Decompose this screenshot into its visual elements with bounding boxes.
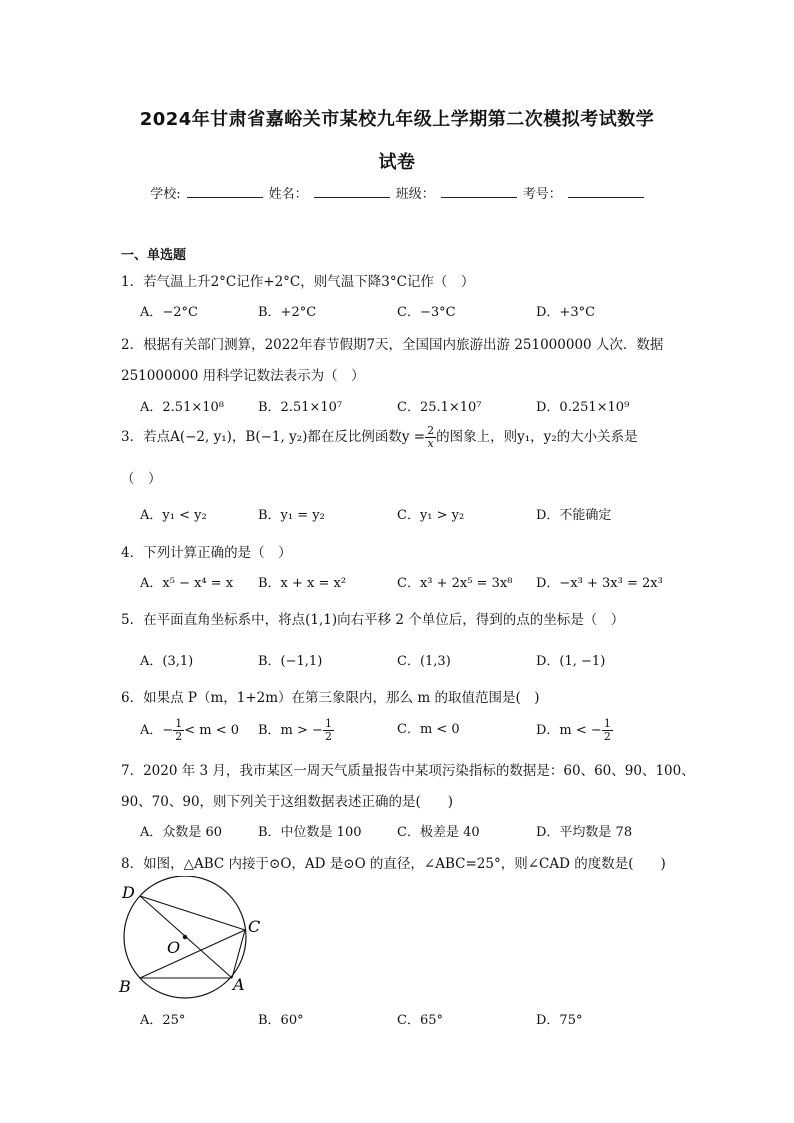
fraction-numerator: 2 xyxy=(427,424,435,437)
fraction-denominator: 2 xyxy=(603,730,611,743)
class-label: 班级： xyxy=(395,187,435,202)
option-b-prefix: B．m > − xyxy=(258,723,323,738)
fraction xyxy=(425,425,436,450)
option-c: C．(1,3) xyxy=(397,654,451,669)
fraction-denominator: x xyxy=(427,437,434,450)
option-d xyxy=(536,718,613,743)
option-b: B．60° xyxy=(258,1013,304,1028)
option-d: D．平均数是 78 xyxy=(536,825,633,840)
option-c: C．25.1×10⁷ xyxy=(397,400,482,415)
label-a: A xyxy=(233,975,245,994)
question-3-stem xyxy=(121,425,638,450)
option-c: C．极差是 40 xyxy=(397,825,480,840)
label-c: C xyxy=(248,917,261,936)
name-label: 姓名： xyxy=(268,187,308,202)
option-c: C．x³ + 2x⁵ = 3x⁸ xyxy=(397,576,513,591)
fraction-denominator: 2 xyxy=(175,730,183,743)
section-title: 一、单选题 xyxy=(121,248,187,263)
option-a-prefix: A．− xyxy=(140,723,174,738)
option-d: D．75° xyxy=(536,1013,583,1028)
label-b: B xyxy=(119,977,131,996)
question-3-stem-continued: （ ） xyxy=(121,471,162,487)
option-d: D．(1, −1) xyxy=(536,654,606,669)
option-a: A．众数是 60 xyxy=(140,825,223,840)
school-label: 学校: xyxy=(150,187,181,202)
question-5-stem: 5．在平面直角坐标系中，将点(1,1)向右平移 2 个单位后，得到的点的坐标是（ ） xyxy=(121,612,625,628)
fraction-numerator: 1 xyxy=(324,717,332,730)
segment-bc xyxy=(140,930,245,978)
option-c: C．m < 0 xyxy=(397,722,460,737)
option-a: A．25° xyxy=(140,1013,186,1028)
label-o: O xyxy=(167,938,181,957)
option-b: B．中位数是 100 xyxy=(258,825,362,840)
school-field[interactable] xyxy=(187,183,263,198)
option-d: D．0.251×10⁹ xyxy=(536,400,630,415)
question-3-stem-prefix: 3．若点A(−2, y₁)，B(−1, y₂)都在反比例函数y = xyxy=(121,429,426,445)
class-field[interactable] xyxy=(441,183,517,198)
exam-number-field[interactable] xyxy=(568,183,644,198)
option-c: C．65° xyxy=(397,1013,443,1028)
label-d: D xyxy=(122,883,135,902)
option-a: A．x⁵ − x⁴ = x xyxy=(140,576,234,591)
fraction xyxy=(323,718,334,743)
fraction xyxy=(173,718,184,743)
circle-geometry-figure xyxy=(112,876,272,1004)
fraction-numerator: 1 xyxy=(175,717,183,730)
segment-dc xyxy=(140,896,245,930)
option-c: C．−3°C xyxy=(397,305,456,320)
option-b: B．y₁ = y₂ xyxy=(258,508,325,523)
question-2-stem: 2．根据有关部门测算，2022年春节假期7天，全国国内旅游出游 251000000 人次．数据 xyxy=(121,337,664,353)
question-1-stem: 1．若气温上升2°C记作+2°C，则气温下降3°C记作（ ） xyxy=(121,274,475,290)
question-4-stem: 4．下列计算正确的是（ ） xyxy=(121,545,292,561)
question-7-stem-continued: 90、70、90，则下列关于这组数据表述正确的是( ) xyxy=(121,794,454,810)
option-a: A．−2°C xyxy=(140,305,198,320)
option-a: A．y₁ < y₂ xyxy=(140,508,207,523)
question-2-stem-continued: 251000000 用科学记数法表示为（ ） xyxy=(121,368,365,384)
option-d-prefix: D．m < − xyxy=(536,723,602,738)
page-title-continued: 试卷 xyxy=(378,152,416,173)
fraction-denominator: 2 xyxy=(324,730,332,743)
question-8-stem: 8．如图，△ABC 内接于⊙O，AD 是⊙O 的直径，∠ABC=25°，则∠CAD 的度数是( ) xyxy=(121,856,666,872)
question-3-stem-suffix: 的图象上，则y₁，y₂的大小关系是 xyxy=(436,429,638,445)
name-field[interactable] xyxy=(314,183,390,198)
question-7-stem: 7．2020 年 3 月，我市某区一周天气质量报告中某项污染指标的数据是：60、60、90、100、 xyxy=(121,763,695,779)
option-d: D．不能确定 xyxy=(536,508,612,523)
option-d: D．+3°C xyxy=(536,305,596,320)
option-b: B．(−1,1) xyxy=(258,654,323,669)
option-d: D．−x³ + 3x³ = 2x³ xyxy=(536,576,663,591)
option-a-suffix: < m < 0 xyxy=(184,723,240,738)
option-b: B．+2°C xyxy=(258,305,317,320)
option-a: A．(3,1) xyxy=(140,654,194,669)
option-a: A．2.51×10⁸ xyxy=(140,400,224,415)
page-title: 2024年甘肃省嘉峪关市某校九年级上学期第二次模拟考试数学 xyxy=(139,109,655,130)
center-point xyxy=(183,935,187,939)
option-b: B．x + x = x² xyxy=(258,576,347,591)
student-info-row xyxy=(150,183,644,202)
fraction-numerator: 1 xyxy=(603,717,611,730)
fraction xyxy=(602,718,613,743)
option-c: C．y₁ > y₂ xyxy=(397,508,465,523)
option-a xyxy=(140,718,239,743)
exam-number-label: 考号： xyxy=(522,187,562,202)
option-b: B．2.51×10⁷ xyxy=(258,400,343,415)
option-b xyxy=(258,718,334,743)
question-6-stem: 6．如果点 P（m，1+2m）在第三象限内，那么 m 的取值范围是( ) xyxy=(121,690,540,706)
